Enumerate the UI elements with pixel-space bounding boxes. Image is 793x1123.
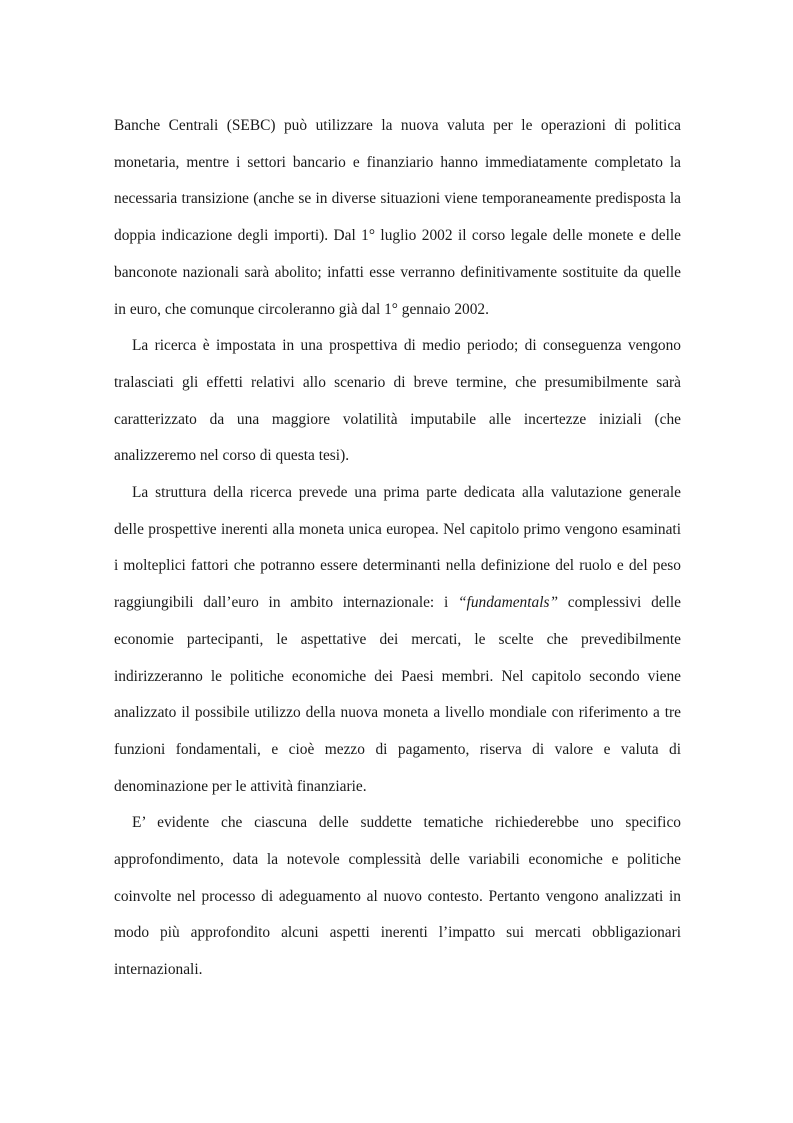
- paragraph-4: E’ evidente che ciascuna delle suddette tematiche richiederebbe uno specifico approfondimento, data la notevole complessità delle variabili economiche e politiche coinvolte nel processo di adeguamento al nuovo contesto. Pertanto vengono analizzati in modo più approfondito alcuni aspetti inerenti l’impatto sui mercati obbligazionari internazionali.: [114, 814, 681, 979]
- fundamentals-emphasis: “fundamentals”: [457, 594, 559, 612]
- paragraph-3: [114, 475, 681, 805]
- paragraph-3-text-after: complessivi delle economie partecipanti, le aspettative dei mercati, le scelte che prevedibilmente indirizzeranno le politiche economiche dei Paesi membri. Nel capitolo secondo viene analizzato il possibile utilizzo della nuova moneta a livello mondiale con riferimento a tre funzioni fondamentali, e cioè mezzo di pagamento, riserva di valore e valuta di denominazione per le attività finanziarie.: [114, 594, 681, 795]
- body-text: [114, 108, 681, 989]
- paragraph-1: Banche Centrali (SEBC) può utilizzare la nuova valuta per le operazioni di politica monetaria, mentre i settori bancario e finanziario hanno immediatamente completato la necessaria transizione (anche se in diverse situazioni viene temporaneamente predisposta la doppia indicazione degli importi). Dal 1° luglio 2002 il corso legale delle monete e delle banconote nazionali sarà abolito; infatti esse verranno definitivamente sostituite da quelle in euro, che comunque circoleranno già dal 1° gennaio 2002.: [114, 117, 681, 318]
- paragraph-2: La ricerca è impostata in una prospettiva di medio periodo; di conseguenza vengono tralasciati gli effetti relativi allo scenario di breve termine, che presumibilmente sarà caratterizzato da una maggiore volatilità imputabile alle incertezze iniziali (che analizzeremo nel corso di questa tesi).: [114, 337, 681, 465]
- paragraph-3-text-before: La struttura della ricerca prevede una prima parte dedicata alla valutazione generale delle prospettive inerenti alla moneta unica europea. Nel capitolo primo vengono esaminati i molteplici fattori che potranno essere determinanti nella definizione del ruolo e del peso raggiungibili dall’euro in ambito internazionale: i: [114, 484, 681, 612]
